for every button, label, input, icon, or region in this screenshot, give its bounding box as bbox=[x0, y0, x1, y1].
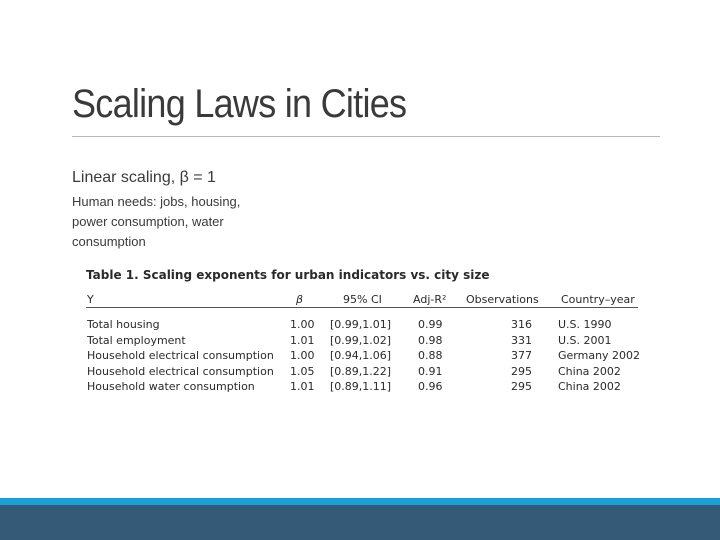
cell-country-year: U.S. 2001 bbox=[558, 333, 612, 347]
body-heading: Linear scaling, β = 1 bbox=[72, 169, 216, 186]
table-row bbox=[86, 318, 638, 334]
header-beta: β bbox=[296, 293, 304, 306]
cell-observations: 295 bbox=[511, 380, 532, 393]
body-text: Human needs: jobs, housing, power consumption, water consumption bbox=[72, 194, 241, 249]
cell-beta: 1.01 bbox=[290, 380, 315, 393]
footer-bar bbox=[0, 505, 720, 540]
cell-adj-r2: 0.99 bbox=[418, 318, 443, 331]
cell-observations: 295 bbox=[511, 364, 532, 378]
table-body bbox=[86, 308, 641, 396]
cell-country-year: China 2002 bbox=[558, 380, 621, 393]
slide-title: Scaling Laws in Cities bbox=[72, 82, 407, 126]
cell-beta: 1.00 bbox=[290, 318, 315, 331]
cell-beta: 1.00 bbox=[290, 349, 315, 362]
cell-adj-r2: 0.88 bbox=[418, 349, 443, 362]
title-divider bbox=[72, 136, 660, 137]
cell-indicator: Total housing bbox=[87, 318, 160, 331]
cell-country-year: U.S. 1990 bbox=[558, 318, 612, 331]
cell-ci: [0.99,1.02] bbox=[330, 333, 392, 347]
header-y: Y bbox=[87, 293, 94, 306]
scaling-table bbox=[86, 268, 641, 396]
table-row bbox=[86, 334, 638, 350]
table-header bbox=[86, 288, 638, 308]
cell-ci: [0.94,1.06] bbox=[330, 349, 392, 362]
cell-country-year: Germany 2002 bbox=[558, 349, 641, 362]
cell-ci: [0.89,1.11] bbox=[330, 380, 392, 393]
table-caption: Table 1. Scaling exponents for urban indicators vs. city size bbox=[86, 268, 490, 282]
cell-adj-r2: 0.98 bbox=[418, 333, 443, 347]
cell-ci: [0.89,1.22] bbox=[330, 364, 392, 378]
cell-indicator: Household electrical consumption bbox=[87, 364, 274, 378]
header-country-year: Country–year bbox=[561, 293, 635, 306]
cell-observations: 316 bbox=[511, 318, 532, 331]
cell-beta: 1.05 bbox=[290, 364, 315, 378]
footer-accent-stripe bbox=[0, 498, 720, 505]
header-observations: Observations bbox=[466, 293, 539, 306]
cell-indicator: Total employment bbox=[87, 333, 186, 347]
table-row bbox=[86, 349, 641, 365]
table-row bbox=[86, 380, 638, 396]
cell-adj-r2: 0.91 bbox=[418, 364, 443, 378]
cell-observations: 331 bbox=[511, 333, 532, 347]
table-row bbox=[86, 365, 638, 381]
cell-observations: 377 bbox=[511, 349, 532, 362]
header-adj-r2: Adj-R² bbox=[413, 293, 447, 306]
cell-country-year: China 2002 bbox=[558, 364, 621, 378]
cell-beta: 1.01 bbox=[290, 333, 315, 347]
header-ci: 95% CI bbox=[343, 293, 382, 306]
cell-adj-r2: 0.96 bbox=[418, 380, 443, 393]
cell-indicator: Household electrical consumption bbox=[87, 349, 274, 362]
cell-indicator: Household water consumption bbox=[87, 380, 255, 393]
cell-ci: [0.99,1.01] bbox=[330, 318, 392, 331]
